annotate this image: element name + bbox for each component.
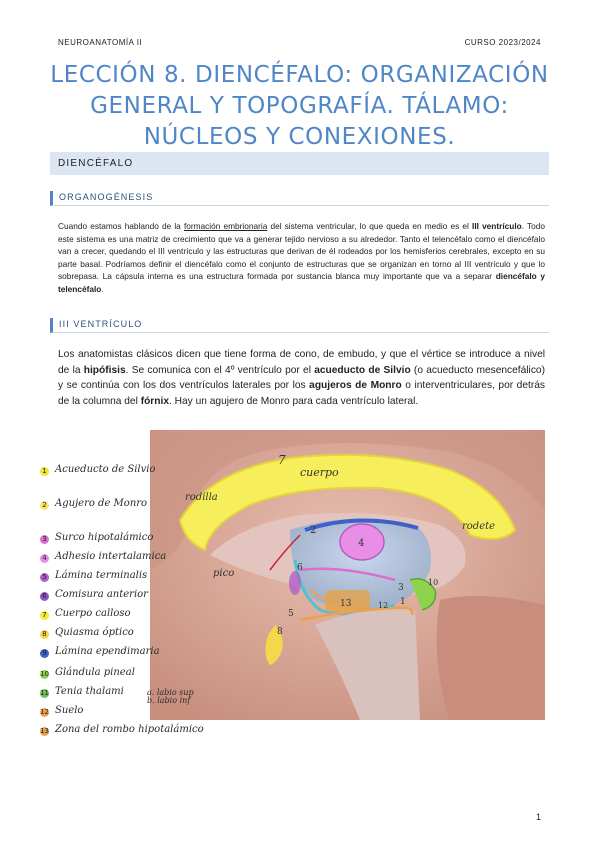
legend-item	[40, 609, 131, 620]
legend-marker: 3	[40, 535, 49, 544]
paragraph-iii-ventriculo	[58, 347, 545, 409]
lower-lip-note: b. labio inf	[147, 696, 191, 705]
bold-term: fórnix	[140, 395, 169, 407]
legend-label: Adhesio intertalamica	[55, 551, 167, 562]
course-name: NEUROANATOMÍA II	[58, 38, 143, 47]
label-cuerpo: cuerpo	[300, 466, 339, 479]
label-rodilla: rodilla	[185, 492, 218, 503]
label-3: 3	[398, 583, 404, 593]
label-12: 12	[378, 601, 389, 610]
legend-label: Lámina ependimaria	[55, 646, 160, 657]
text-run: .	[101, 283, 104, 294]
text-run: Cuando estamos hablando de la	[58, 221, 184, 231]
title-line-3: NÚCLEOS Y CONEXIONES.	[143, 124, 456, 150]
brain-illustration	[150, 430, 545, 720]
bold-term: III ventrículo	[472, 221, 522, 231]
legend-label: Glándula pineal	[55, 667, 135, 678]
legend-item	[40, 668, 135, 679]
label-6: 6	[297, 563, 303, 573]
underlined-term: formación embrionaria	[183, 221, 268, 231]
upper-lip-note: a. labio sup	[147, 688, 194, 697]
legend-item	[40, 725, 204, 736]
legend-marker: 10	[40, 670, 49, 678]
legend-item	[40, 647, 160, 658]
text-run: . Todo este sistema es una matriz de crecimiento que va a generar tejido nervioso a su alrededor. Tanto el telencéfalo como el diencéfalo van a crecer, quedando el III ventrículo y las estructuras que derivan de él rodeados por los hemisferios cerebrales, excepto en su parte basal. Podríamos definir el diencéfalo como el conjunto de estructuras que se organizan en torno al III ventrículo y que lo sobrepasa. La cápsula interna es una estructura formada por sustancia blanca muy importante que va a separar	[58, 221, 546, 282]
text-run: . Se comunica con el 4º ventrículo por el	[125, 364, 315, 376]
text-run: del sistema ventricular, lo que queda en medio es el	[267, 221, 473, 231]
bold-term: acueducto de Silvio	[314, 364, 411, 376]
legend-marker: 1	[40, 467, 49, 476]
page-number: 1	[535, 812, 541, 822]
legend-marker: 7	[40, 611, 49, 620]
label-13: 13	[340, 599, 352, 609]
legend-item	[40, 533, 153, 544]
label-rodete: rodete	[462, 521, 496, 532]
legend-marker: 8	[40, 630, 49, 639]
legend-item	[40, 706, 83, 717]
label-1: 1	[400, 597, 406, 607]
text-run: (o acueducto mesencefálico) y se continúa con los dos ventrículos laterales por los	[58, 364, 545, 392]
label-pico: pico	[213, 568, 235, 579]
legend-label: Lámina terminalis	[55, 570, 148, 581]
legend-label: Zona del rombo hipotalámico	[55, 724, 204, 735]
legend-item	[40, 687, 124, 698]
legend-item	[40, 465, 155, 476]
legend-label: Suelo	[55, 705, 84, 716]
legend-marker: 6	[40, 592, 49, 601]
bold-term: hipófisis	[83, 364, 126, 376]
legend-marker: 5	[40, 573, 49, 582]
title-line-2: GENERAL Y TOPOGRAFÍA. TÁLAMO:	[90, 93, 509, 119]
legend-item	[40, 552, 166, 563]
legend-marker: 4	[40, 554, 49, 563]
legend-marker: 11	[40, 689, 49, 697]
legend-label: Surco hipotalámico	[55, 532, 154, 543]
legend-item	[40, 590, 148, 601]
label-7: 7	[278, 453, 286, 467]
legend-label: Tenia thalami	[55, 686, 124, 697]
subheading-iii-ventriculo: III VENTRÍCULO	[50, 318, 549, 333]
legend-item	[40, 628, 134, 639]
legend-item	[40, 571, 147, 582]
legend-item	[40, 499, 147, 510]
legend-label: Acueducto de Silvio	[55, 464, 156, 475]
legend-label: Comisura anterior	[55, 589, 148, 600]
pineal-lips-note	[147, 689, 194, 705]
label-4: 4	[358, 538, 365, 549]
legend-marker: 2	[40, 501, 49, 510]
page-title	[50, 60, 549, 153]
legend-label: Quiasma óptico	[55, 627, 134, 638]
legend-marker: 13	[40, 727, 49, 735]
section-heading-diencefalo: DIENCÉFALO	[50, 152, 549, 175]
legend-label: Agujero de Monro	[55, 498, 148, 509]
bold-term: diencéfalo y telencéfalo	[58, 271, 545, 294]
label-5: 5	[288, 609, 294, 619]
bold-term: agujeros de Monro	[309, 380, 402, 392]
brain-sagittal-figure	[150, 430, 545, 720]
subheading-organogenesis: ORGANOGÉNESIS	[50, 191, 549, 206]
title-line-1: LECCIÓN 8. DIENCÉFALO: ORGANIZACIÓN	[50, 62, 549, 88]
text-run: o interventriculares, por detrás de la columna del	[58, 380, 546, 407]
label-2: 2	[310, 525, 317, 536]
label-8: 8	[277, 627, 283, 637]
legend-label: Cuerpo calloso	[55, 608, 131, 619]
text-run: . Hay un agujero de Monro para cada ventrículo lateral.	[169, 395, 419, 407]
legend-marker: 12	[40, 708, 49, 716]
running-header	[58, 38, 541, 47]
text-run: Los anatomistas clásicos dicen que tiene forma de cono, de embudo, y que el vértice se introduce a nivel de la	[58, 349, 545, 376]
course-year: CURSO 2023/2024	[464, 38, 541, 47]
label-10: 10	[428, 578, 439, 587]
paragraph-organogenesis	[58, 220, 545, 296]
legend-marker: 9	[40, 649, 49, 658]
